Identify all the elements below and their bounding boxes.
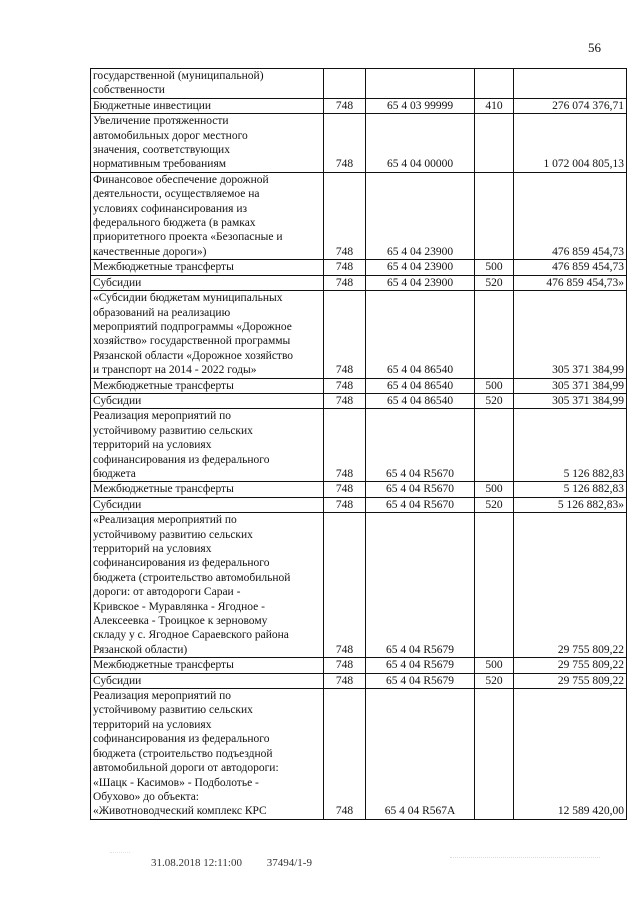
cell-name-line: приоритетного проекта «Безопасные и [93,231,283,244]
footer-datetime: 31.08.2018 12:11:00 [151,857,242,869]
cell-ved: 748 [324,98,366,113]
cell-name-line: устойчивому развитию сельских [93,424,253,437]
cell-vr [475,172,514,259]
cell-name-line: нормативным требованиям [93,158,227,171]
cell-name-line: собственности [93,84,165,97]
cell-ved [324,69,366,99]
cell-csr: 65 4 04 R5670 [366,482,475,497]
cell-csr: 65 4 04 23900 [366,172,475,259]
cell-name-line: Рязанской области) [93,643,188,656]
cell-csr [366,69,475,99]
cell-ved: 748 [324,658,366,673]
cell-vr: 520 [475,275,514,290]
cell-ved: 748 [324,172,366,259]
page-footer [151,857,334,869]
cell-sum: 476 859 454,73 [514,172,627,259]
cell-name [91,172,324,259]
table-row [91,673,627,688]
cell-name-line: образований на реализацию [93,306,231,319]
cell-name-line: Реализация мероприятий по [93,690,232,703]
table-row [91,689,627,820]
cell-csr: 65 4 04 R5679 [366,658,475,673]
cell-vr [475,291,514,378]
cell-name-line: и транспорт на 2014 - 2022 годы» [93,364,257,377]
cell-name-line: территорий на условиях [93,439,212,452]
cell-name-line: бюджета [93,467,136,480]
cell-name [91,482,324,497]
table-row [91,98,627,113]
cell-sum: 305 371 384,99 [514,291,627,378]
cell-name-line: территорий на условиях [93,543,212,555]
cell-name-line: Межбюджетные трансферты [93,379,234,392]
cell-name-line: Бюджетные инвестиции [93,99,212,112]
cell-csr: 65 4 04 R5670 [366,497,475,512]
cell-name-line: бюджета (строительство подъездной [93,747,273,760]
cell-name-line: Межбюджетные трансферты [93,483,234,496]
cell-ved: 748 [324,275,366,290]
table-row [91,275,627,290]
cell-name-line: софинансирования из федерального [93,557,270,570]
cell-vr: 520 [475,497,514,512]
cell-ved: 748 [324,409,366,482]
cell-name [91,291,324,378]
cell-vr: 500 [475,378,514,393]
cell-sum [514,69,627,99]
table-row [91,69,627,99]
cell-name-line: Субсидии [93,394,142,407]
cell-name [91,69,324,99]
cell-csr: 65 4 04 R5679 [366,673,475,688]
cell-sum: 1 072 004 805,13 [514,114,627,173]
cell-ved: 748 [324,689,366,820]
footer-doc-id: 37494/1-9 [266,857,312,869]
cell-name-line: Кривское - Муравлянка - Ягодное - [93,600,265,613]
cell-sum: 305 371 384,99 [514,393,627,408]
cell-sum: 476 859 454,73» [514,275,627,290]
cell-vr: 520 [475,673,514,688]
cell-ved: 748 [324,378,366,393]
cell-name-line: деятельности, осуществляемое на [93,188,260,201]
cell-csr: 65 4 03 99999 [366,98,475,113]
cell-vr [475,69,514,99]
cell-name-line: устойчивому развитию сельских [93,704,253,717]
cell-csr: 65 4 04 23900 [366,260,475,275]
cell-name-line: Обухово» до объекта: [93,790,199,803]
cell-sum: 476 859 454,73 [514,260,627,275]
cell-ved: 748 [324,497,366,512]
cell-name-line: софинансирования из федерального [93,453,270,466]
cell-ved: 748 [324,393,366,408]
cell-name-line: хозяйство» государственной программы [93,335,291,348]
cell-name-line: Рязанской области «Дорожное хозяйство [93,349,294,362]
cell-name [91,260,324,275]
cell-csr: 65 4 04 R567A [366,689,475,820]
cell-name-line: «Животноводческий комплекс КРС [93,805,267,818]
cell-csr: 65 4 04 R5670 [366,409,475,482]
cell-name-line: Субсидии [93,498,142,511]
cell-name [91,378,324,393]
cell-vr [475,689,514,820]
table-row [91,658,627,673]
cell-name [91,409,324,482]
cell-name-line: автомобильной дороги от автодороги: [93,762,279,775]
cell-name-line: значения, соответствующих [93,144,230,157]
page-number: 56 [588,40,601,55]
cell-sum: 5 126 882,83 [514,409,627,482]
cell-csr: 65 4 04 00000 [366,114,475,173]
cell-sum: 5 126 882,83» [514,497,627,512]
cell-name-line: бюджета (строительство автомобильной [93,571,291,584]
cell-name [91,393,324,408]
cell-name-line: Межбюджетные трансферты [93,659,234,672]
table-row [91,482,627,497]
cell-vr [475,114,514,173]
cell-name-line: складу у с. Ягодное Сараевского района [93,629,289,642]
table-row [91,513,627,658]
cell-sum: 29 755 809,22 [514,673,627,688]
cell-ved: 748 [324,673,366,688]
cell-csr: 65 4 04 86540 [366,393,475,408]
cell-name-line: территорий на условиях [93,718,212,731]
cell-sum: 29 755 809,22 [514,513,627,658]
cell-name-line: софинансирования из федерального [93,733,270,746]
cell-name [91,689,324,820]
cell-name-line: федерального бюджета (в рамках [93,217,256,230]
cell-vr: 500 [475,260,514,275]
cell-name-line: Субсидии [93,674,142,687]
cell-name-line: «Шацк - Касимов» - Подболотье - [93,776,259,789]
cell-sum: 29 755 809,22 [514,658,627,673]
cell-ved: 748 [324,291,366,378]
cell-name [91,497,324,512]
cell-name [91,513,324,658]
cell-ved: 748 [324,513,366,658]
cell-name [91,98,324,113]
cell-vr: 500 [475,482,514,497]
cell-csr: 65 4 04 R5679 [366,513,475,658]
cell-name-line: государственной (муниципальной) [93,70,264,82]
cell-name-line: Финансовое обеспечение дорожной [93,173,269,186]
table-row [91,291,627,378]
cell-name-line: условиях софинансирования из [93,202,248,215]
cell-name-line: качественные дороги») [93,245,207,258]
budget-table-body [91,69,627,820]
cell-csr: 65 4 04 86540 [366,291,475,378]
budget-table [90,68,627,820]
cell-vr: 520 [475,393,514,408]
cell-name-line: мероприятий подпрограммы «Дорожное [93,320,292,333]
cell-name-line: Субсидии [93,276,142,289]
cell-sum: 5 126 882,83 [514,482,627,497]
cell-name-line: Алексеевка - Троицкое к зерновому [93,615,268,628]
cell-name-line: Межбюджетные трансферты [93,261,234,274]
table-row [91,393,627,408]
cell-name-line: устойчивому развитию сельских [93,528,253,541]
cell-sum: 12 589 420,00 [514,689,627,820]
cell-name [91,275,324,290]
table-row [91,409,627,482]
cell-vr: 500 [475,658,514,673]
cell-name [91,114,324,173]
cell-name-line: «Реализация мероприятий по [93,514,237,527]
cell-csr: 65 4 04 86540 [366,378,475,393]
cell-name [91,658,324,673]
cell-vr [475,409,514,482]
cell-sum: 305 371 384,99 [514,378,627,393]
cell-name-line: «Субсидии бюджетам муниципальных [93,292,283,305]
table-row [91,114,627,173]
cell-vr [475,513,514,658]
cell-name-line: Реализация мероприятий по [93,410,232,423]
table-row [91,260,627,275]
table-row [91,172,627,259]
cell-ved: 748 [324,114,366,173]
cell-name-line: Увеличение протяженности [93,115,229,128]
cell-name-line: дороги: от автодороги Сараи - [93,586,241,599]
scan-noise [110,852,130,859]
cell-sum: 276 074 376,71 [514,98,627,113]
cell-name [91,673,324,688]
cell-vr: 410 [475,98,514,113]
cell-ved: 748 [324,482,366,497]
cell-name-line: автомобильных дорог местного [93,129,248,142]
cell-ved: 748 [324,260,366,275]
cell-csr: 65 4 04 23900 [366,275,475,290]
table-row [91,378,627,393]
scan-noise [450,857,600,864]
table-row [91,497,627,512]
